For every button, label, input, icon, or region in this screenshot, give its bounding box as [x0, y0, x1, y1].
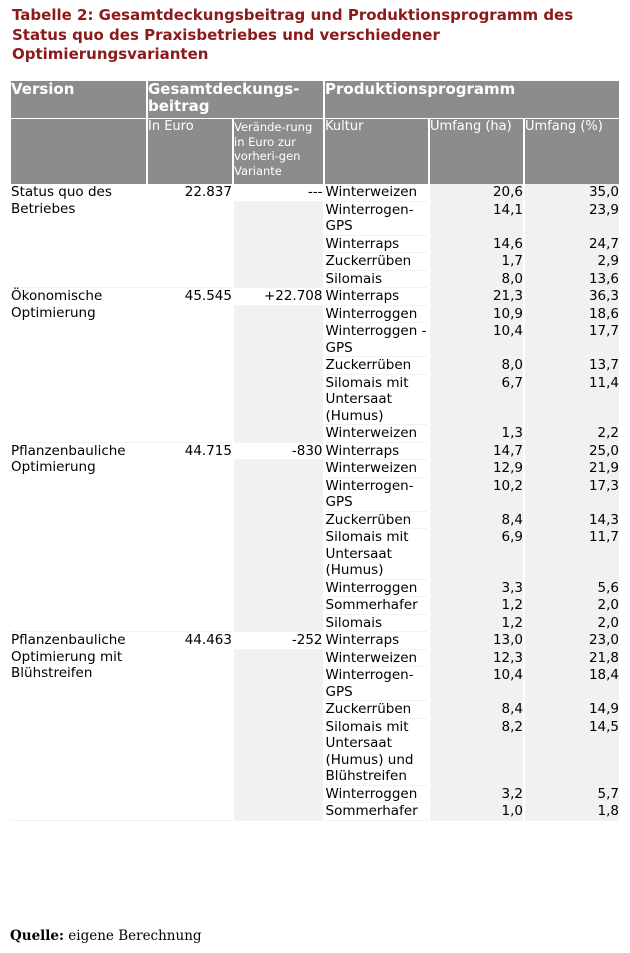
change-cell-empty [233, 785, 324, 803]
change-cell: -830 [233, 442, 324, 460]
change-cell-empty [233, 529, 324, 580]
euro-cell: 44.463 [147, 632, 233, 821]
change-cell-empty [233, 235, 324, 253]
umfang-pct-cell: 18,4 [524, 667, 619, 701]
change-cell-empty [233, 357, 324, 375]
umfang-pct-cell: 17,3 [524, 477, 619, 511]
umfang-pct-cell: 5,6 [524, 579, 619, 597]
umfang-ha-cell: 10,2 [429, 477, 524, 511]
kultur-cell: Winterraps [324, 442, 429, 460]
umfang-ha-cell: 6,7 [429, 374, 524, 425]
umfang-pct-cell: 13,6 [524, 270, 619, 288]
umfang-pct-cell: 14,5 [524, 718, 619, 785]
umfang-pct-cell: 14,3 [524, 511, 619, 529]
header-produktionsprogramm: Produktionsprogramm [324, 81, 619, 119]
umfang-pct-cell: 23,0 [524, 632, 619, 650]
umfang-ha-cell: 14,1 [429, 201, 524, 235]
kultur-cell: Zuckerrüben [324, 701, 429, 719]
version-cell: Status quo des Betriebes [11, 184, 147, 288]
data-table [11, 81, 619, 821]
umfang-ha-cell: 12,3 [429, 649, 524, 667]
kultur-cell: Winterraps [324, 288, 429, 306]
source-note [10, 928, 202, 944]
kultur-cell: Winterweizen [324, 460, 429, 478]
table-row [11, 184, 619, 201]
table-title: Tabelle 2: Gesamtdeckungsbeitrag und Produktionsprogramm des Status quo des Praxisbetriebes und verschiedener Optimierungsvarianten [12, 6, 574, 63]
change-cell-empty [233, 477, 324, 511]
kultur-cell: Silomais mit Untersaat (Humus) und Blühstreifen [324, 718, 429, 785]
change-cell-empty [233, 270, 324, 288]
umfang-ha-cell: 8,0 [429, 270, 524, 288]
source-text: eigene Berechnung [64, 928, 202, 944]
kultur-cell: Winterrogen-GPS [324, 201, 429, 235]
change-cell-empty [233, 425, 324, 443]
change-cell-empty [233, 201, 324, 235]
kultur-cell: Winterraps [324, 632, 429, 650]
euro-cell: 45.545 [147, 288, 233, 443]
umfang-ha-cell: 8,4 [429, 701, 524, 719]
umfang-ha-cell: 1,3 [429, 425, 524, 443]
kultur-cell: Silomais mit Untersaat (Humus) [324, 529, 429, 580]
kultur-cell: Winterraps [324, 235, 429, 253]
header-version: Version [11, 81, 147, 119]
umfang-pct-cell: 35,0 [524, 184, 619, 201]
umfang-ha-cell: 10,9 [429, 305, 524, 323]
kultur-cell: Sommerhafer [324, 597, 429, 615]
kultur-cell: Winterroggen -GPS [324, 323, 429, 357]
kultur-cell: Winterroggen [324, 785, 429, 803]
umfang-pct-cell: 5,7 [524, 785, 619, 803]
umfang-ha-cell: 10,4 [429, 323, 524, 357]
table-row [11, 288, 619, 306]
change-cell: --- [233, 184, 324, 201]
umfang-ha-cell: 6,9 [429, 529, 524, 580]
header-kultur: Kultur [324, 119, 429, 185]
header-row-1 [11, 81, 619, 119]
umfang-ha-cell: 10,4 [429, 667, 524, 701]
change-cell-empty [233, 649, 324, 667]
euro-cell: 44.715 [147, 442, 233, 632]
umfang-ha-cell: 20,6 [429, 184, 524, 201]
kultur-cell: Winterroggen [324, 579, 429, 597]
header-row-2 [11, 119, 619, 185]
header-empty [11, 119, 147, 185]
umfang-pct-cell: 11,7 [524, 529, 619, 580]
umfang-ha-cell: 1,7 [429, 253, 524, 271]
version-cell: Pflanzenbauliche Optimierung mit Blühstreifen [11, 632, 147, 821]
change-cell-empty [233, 460, 324, 478]
version-cell: Ökonomische Optimierung [11, 288, 147, 443]
table-row [11, 632, 619, 650]
change-cell-empty [233, 667, 324, 701]
umfang-pct-cell: 1,8 [524, 803, 619, 821]
change-cell-empty [233, 323, 324, 357]
umfang-ha-cell: 3,3 [429, 579, 524, 597]
umfang-ha-cell: 1,2 [429, 614, 524, 632]
umfang-pct-cell: 21,9 [524, 460, 619, 478]
change-cell-empty [233, 614, 324, 632]
umfang-pct-cell: 2,0 [524, 597, 619, 615]
change-cell: -252 [233, 632, 324, 650]
kultur-cell: Zuckerrüben [324, 253, 429, 271]
change-cell-empty [233, 305, 324, 323]
table-body [11, 184, 619, 820]
change-cell-empty [233, 701, 324, 719]
kultur-cell: Winterroggen [324, 305, 429, 323]
kultur-cell: Winterrogen-GPS [324, 477, 429, 511]
umfang-pct-cell: 2,9 [524, 253, 619, 271]
umfang-ha-cell: 3,2 [429, 785, 524, 803]
umfang-pct-cell: 24,7 [524, 235, 619, 253]
kultur-cell: Winterweizen [324, 184, 429, 201]
umfang-ha-cell: 8,0 [429, 357, 524, 375]
change-cell-empty [233, 718, 324, 785]
change-cell-empty [233, 579, 324, 597]
kultur-cell: Sommerhafer [324, 803, 429, 821]
kultur-cell: Silomais [324, 270, 429, 288]
change-cell-empty [233, 511, 324, 529]
umfang-pct-cell: 17,7 [524, 323, 619, 357]
header-umfang-ha: Umfang (ha) [429, 119, 524, 185]
umfang-pct-cell: 11,4 [524, 374, 619, 425]
umfang-ha-cell: 21,3 [429, 288, 524, 306]
change-cell-empty [233, 253, 324, 271]
version-cell: Pflanzenbauliche Optimierung [11, 442, 147, 632]
umfang-ha-cell: 12,9 [429, 460, 524, 478]
table-row [11, 442, 619, 460]
umfang-ha-cell: 8,4 [429, 511, 524, 529]
change-cell-empty [233, 803, 324, 821]
kultur-cell: Silomais [324, 614, 429, 632]
source-label: Quelle: [10, 928, 64, 944]
header-gesamtdeckungsbeitrag: Gesamtdeckungs-beitrag [147, 81, 324, 119]
umfang-pct-cell: 2,0 [524, 614, 619, 632]
umfang-ha-cell: 1,2 [429, 597, 524, 615]
umfang-pct-cell: 2,2 [524, 425, 619, 443]
kultur-cell: Winterweizen [324, 425, 429, 443]
umfang-pct-cell: 13,7 [524, 357, 619, 375]
umfang-pct-cell: 18,6 [524, 305, 619, 323]
umfang-ha-cell: 14,6 [429, 235, 524, 253]
umfang-pct-cell: 14,9 [524, 701, 619, 719]
umfang-ha-cell: 1,0 [429, 803, 524, 821]
umfang-ha-cell: 8,2 [429, 718, 524, 785]
umfang-pct-cell: 23,9 [524, 201, 619, 235]
kultur-cell: Zuckerrüben [324, 357, 429, 375]
kultur-cell: Winterrogen-GPS [324, 667, 429, 701]
change-cell-empty [233, 597, 324, 615]
kultur-cell: Winterweizen [324, 649, 429, 667]
umfang-pct-cell: 21,8 [524, 649, 619, 667]
header-veraenderung: Verände-rung in Euro zur vorheri-gen Variante [233, 119, 324, 185]
umfang-ha-cell: 14,7 [429, 442, 524, 460]
umfang-pct-cell: 25,0 [524, 442, 619, 460]
kultur-cell: Zuckerrüben [324, 511, 429, 529]
header-umfang-pct: Umfang (%) [524, 119, 619, 185]
umfang-pct-cell: 36,3 [524, 288, 619, 306]
change-cell-empty [233, 374, 324, 425]
euro-cell: 22.837 [147, 184, 233, 288]
change-cell: +22.708 [233, 288, 324, 306]
umfang-ha-cell: 13,0 [429, 632, 524, 650]
kultur-cell: Silomais mit Untersaat (Humus) [324, 374, 429, 425]
header-in-euro: In Euro [147, 119, 233, 185]
